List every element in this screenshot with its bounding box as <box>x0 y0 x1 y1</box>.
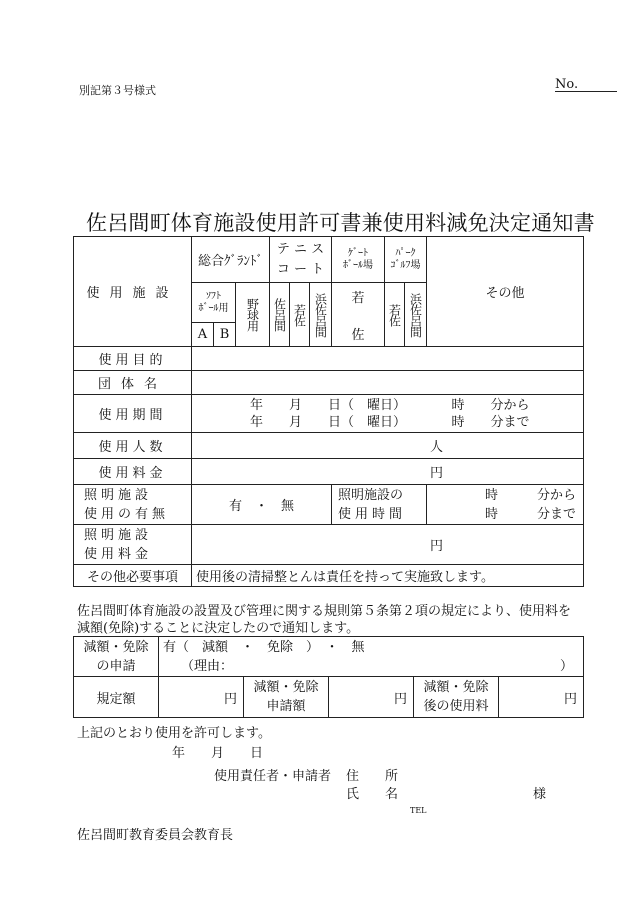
fee-label: 使用料金 <box>74 459 192 485</box>
other-requirements-label: その他必要事項 <box>74 565 192 587</box>
standard-amount-value[interactable]: 円 <box>159 677 244 718</box>
group-name-value[interactable] <box>192 371 584 395</box>
notice-text-2: 減額(免除)することに決定したので通知します。 <box>77 621 360 636</box>
form-code: 別記第３号様式 <box>79 84 156 97</box>
group-gateball: ｹﾞｰﾄ ﾎﾞｰﾙ場 <box>332 237 385 283</box>
usage-table <box>73 236 584 587</box>
group-parkgolf: ﾊﾟｰｸ ｺﾞﾙﾌ場 <box>385 237 427 283</box>
number-label: No. <box>555 77 579 92</box>
lighting-time-value[interactable]: 時 分から 時 分まで <box>427 485 584 525</box>
field-b: B <box>214 323 236 347</box>
lighting-time-label: 照明施設の 使用時間 <box>332 485 427 525</box>
baseball-field: 野球用 <box>236 283 270 347</box>
parkgolf-hamasaroma: 浜佐呂間 <box>405 283 427 347</box>
group-general-ground: 総合ｸﾞﾗﾝﾄﾞ <box>192 237 270 283</box>
name-label: 氏 名 <box>346 787 399 802</box>
group-tennis-court: テ ニ ス コ ー ト <box>270 237 332 283</box>
lighting-use-label: 照明施設 使用の有無 <box>74 485 192 525</box>
facility-row-label: 使用施設 <box>74 237 192 347</box>
page-title: 佐呂間町体育施設使用許可書兼使用料減免決定通知書 <box>86 211 595 235</box>
lighting-fee-label: 照明施設 使用料金 <box>74 525 192 565</box>
people-label: 使用人数 <box>74 433 192 459</box>
lighting-fee-value[interactable]: 円 <box>192 525 584 565</box>
honorific: 様 <box>533 787 547 802</box>
reduction-request-value[interactable]: 有（ 減額 ・ 免除 ） ・ 無 （理由： ） <box>159 637 584 677</box>
gateball-wakasa: 若 佐 <box>332 283 385 347</box>
permit-text: 上記のとおり使用を許可します。 <box>77 726 271 741</box>
issuer: 佐呂間町教育委員会教育長 <box>77 828 234 843</box>
notice-text-1: 佐呂間町体育施設の設置及び管理に関する規則第５条第２項の規定により、使用料を <box>77 604 572 619</box>
field-a: A <box>192 323 214 347</box>
fee-value[interactable]: 円 <box>192 459 584 485</box>
tennis-saroma: 佐呂間 <box>270 283 290 347</box>
purpose-label: 使用目的 <box>74 347 192 371</box>
tennis-wakasa: 若佐 <box>290 283 310 347</box>
tennis-hamasaroma: 浜佐呂間 <box>310 283 332 347</box>
lighting-use-choice[interactable]: 有 ・ 無 <box>192 485 332 525</box>
purpose-value[interactable] <box>192 347 584 371</box>
address-label: 住 所 <box>346 769 399 784</box>
group-name-label: 団体名 <box>74 371 192 395</box>
reduction-request-label: 減額・免除 の申請 <box>74 637 159 677</box>
period-label: 使用期間 <box>74 395 192 433</box>
softball-label: ｿﾌﾄ ﾎﾞｰﾙ用 <box>192 283 236 323</box>
requested-amount-label: 減額・免除 申請額 <box>244 677 329 718</box>
number-underline <box>555 91 617 92</box>
period-value[interactable]: 年 月 日（ 曜日） 時 分から 年 月 日（ 曜日） 時 分まで <box>192 395 584 433</box>
people-value[interactable]: 人 <box>192 433 584 459</box>
after-fee-value[interactable]: 円 <box>499 677 584 718</box>
standard-amount-label: 規定額 <box>74 677 159 718</box>
requested-amount-value[interactable]: 円 <box>329 677 414 718</box>
reduction-table <box>73 636 584 718</box>
other-facility: その他 <box>427 237 584 347</box>
other-requirements-value: 使用後の清掃整とんは責任を持って実施致します。 <box>192 565 584 587</box>
parkgolf-wakasa: 若佐 <box>385 283 405 347</box>
permit-date: 年 月 日 <box>172 746 264 761</box>
after-fee-label: 減額・免除 後の使用料 <box>414 677 499 718</box>
tel-label: TEL <box>410 806 427 815</box>
applicant-role: 使用責任者・申請者 <box>214 769 332 784</box>
